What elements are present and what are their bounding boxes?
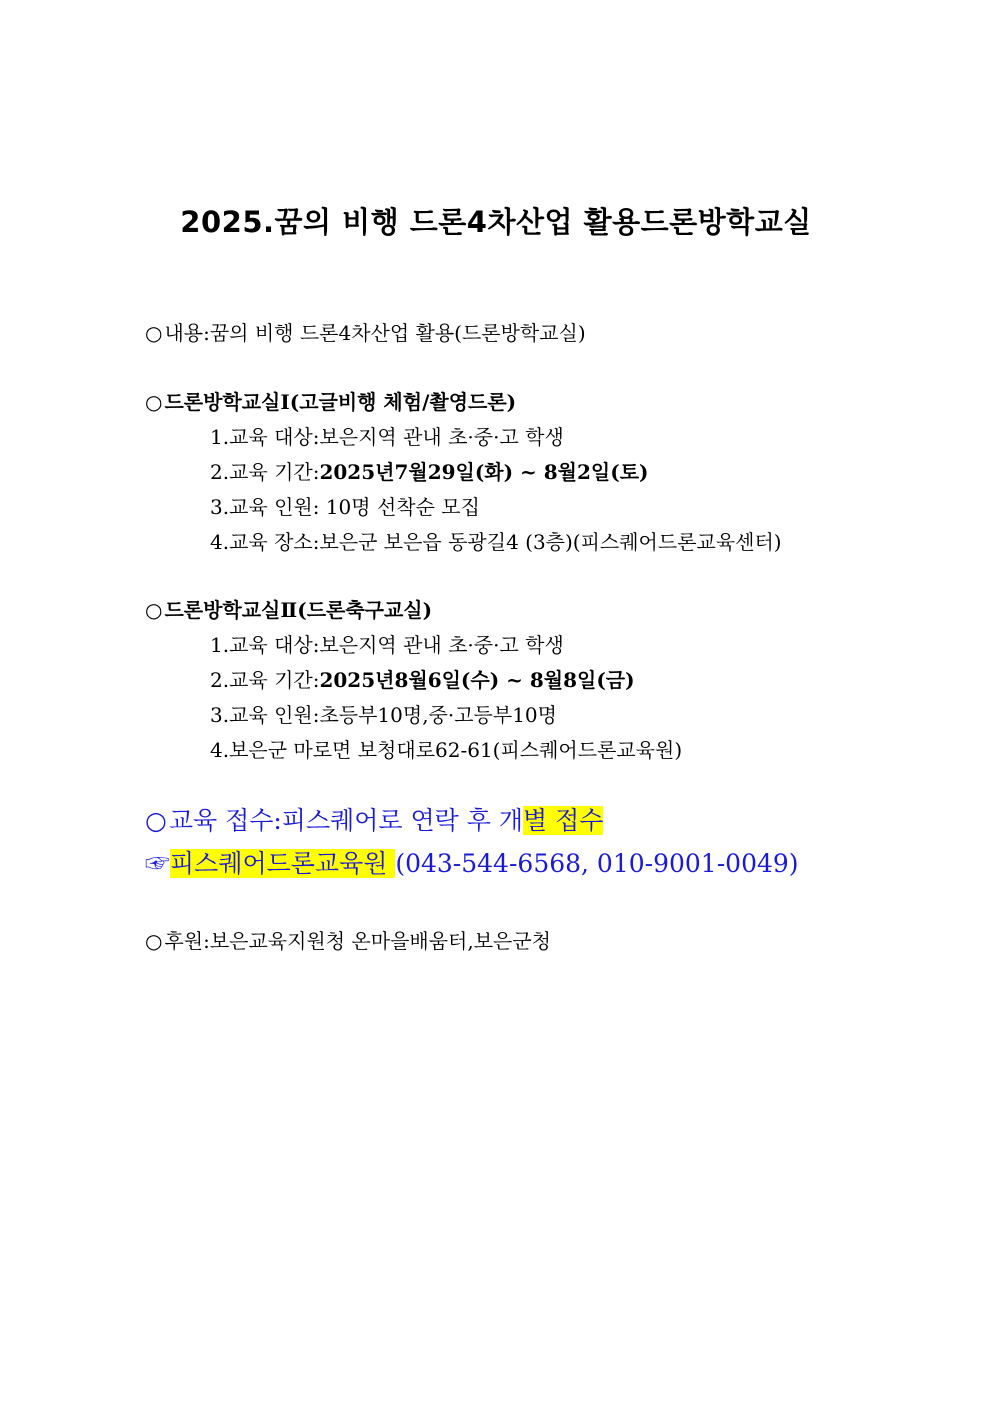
item-text: 10명 선착순 모집 <box>325 495 480 519</box>
item-prefix: 4. <box>210 738 230 762</box>
registration-highlight: 별 접수 <box>523 806 604 835</box>
item-text: 보은지역 관내 초·중·고 학생 <box>319 425 564 449</box>
registration-text: 교육 접수:피스퀘어로 연락 후 개 <box>168 806 523 835</box>
contact-numbers: (043-544-6568, 010-9001-0049) <box>395 849 799 878</box>
item-prefix: 4.교육 장소: <box>210 530 320 554</box>
section2-item-4 <box>210 737 682 763</box>
registration-line <box>145 805 603 837</box>
pointing-hand-icon: ☞ <box>145 849 171 878</box>
item-prefix: 2.교육 기간: <box>210 668 320 692</box>
item-text: 보은지역 관내 초·중·고 학생 <box>319 633 564 657</box>
section1-title: 드론방학교실Ⅰ(고글비행 체험/촬영드론) <box>164 390 517 414</box>
content-text: 내용:꿈의 비행 드론4차산업 활용(드론방학교실) <box>164 321 586 345</box>
item-prefix: 3.교육 인원: <box>210 703 320 727</box>
item-text: 보은군 보은읍 동광길4 (3층)(피스퀘어드론교육센터) <box>319 530 782 554</box>
item-date-range: 2025년8월6일(수) ~ 8월8일(금) <box>319 668 635 692</box>
section1-item-2 <box>210 459 649 485</box>
circle-bullet-icon: ○ <box>145 929 163 953</box>
circle-bullet-icon: ○ <box>145 598 163 622</box>
sponsor-text: 후원:보은교육지원청 온마을배움터,보은군청 <box>164 929 551 953</box>
circle-bullet-icon: ○ <box>145 390 163 414</box>
sponsor-line <box>145 928 551 954</box>
section2-title: 드론방학교실Ⅱ(드론축구교실) <box>164 598 433 622</box>
document-title: 2025.꿈의 비행 드론4차산업 활용드론방학교실 <box>180 205 812 239</box>
item-prefix: 3.교육 인원: <box>210 495 326 519</box>
section1-heading <box>145 389 516 415</box>
circle-bullet-icon: ○ <box>145 321 163 345</box>
contact-line <box>145 848 799 880</box>
content-line <box>145 320 586 346</box>
section2-item-2 <box>210 667 635 693</box>
item-prefix: 1.교육 대상: <box>210 633 320 657</box>
item-text: 초등부10명,중·고등부10명 <box>319 703 557 727</box>
item-prefix: 1.교육 대상: <box>210 425 320 449</box>
circle-bullet-icon: ○ <box>145 806 167 835</box>
section2-heading <box>145 597 432 623</box>
section2-item-3 <box>210 702 557 728</box>
item-text: 보은군 마로면 보청대로62-61(피스퀘어드론교육원) <box>229 738 683 762</box>
section1-item-1 <box>210 424 564 450</box>
item-prefix: 2.교육 기간: <box>210 460 320 484</box>
item-date-range: 2025년7월29일(화) ~ 8월2일(토) <box>319 460 649 484</box>
section1-item-3 <box>210 494 480 520</box>
section1-item-4 <box>210 529 782 555</box>
section2-item-1 <box>210 632 564 658</box>
contact-org: 피스퀘어드론교육원 <box>170 849 396 878</box>
